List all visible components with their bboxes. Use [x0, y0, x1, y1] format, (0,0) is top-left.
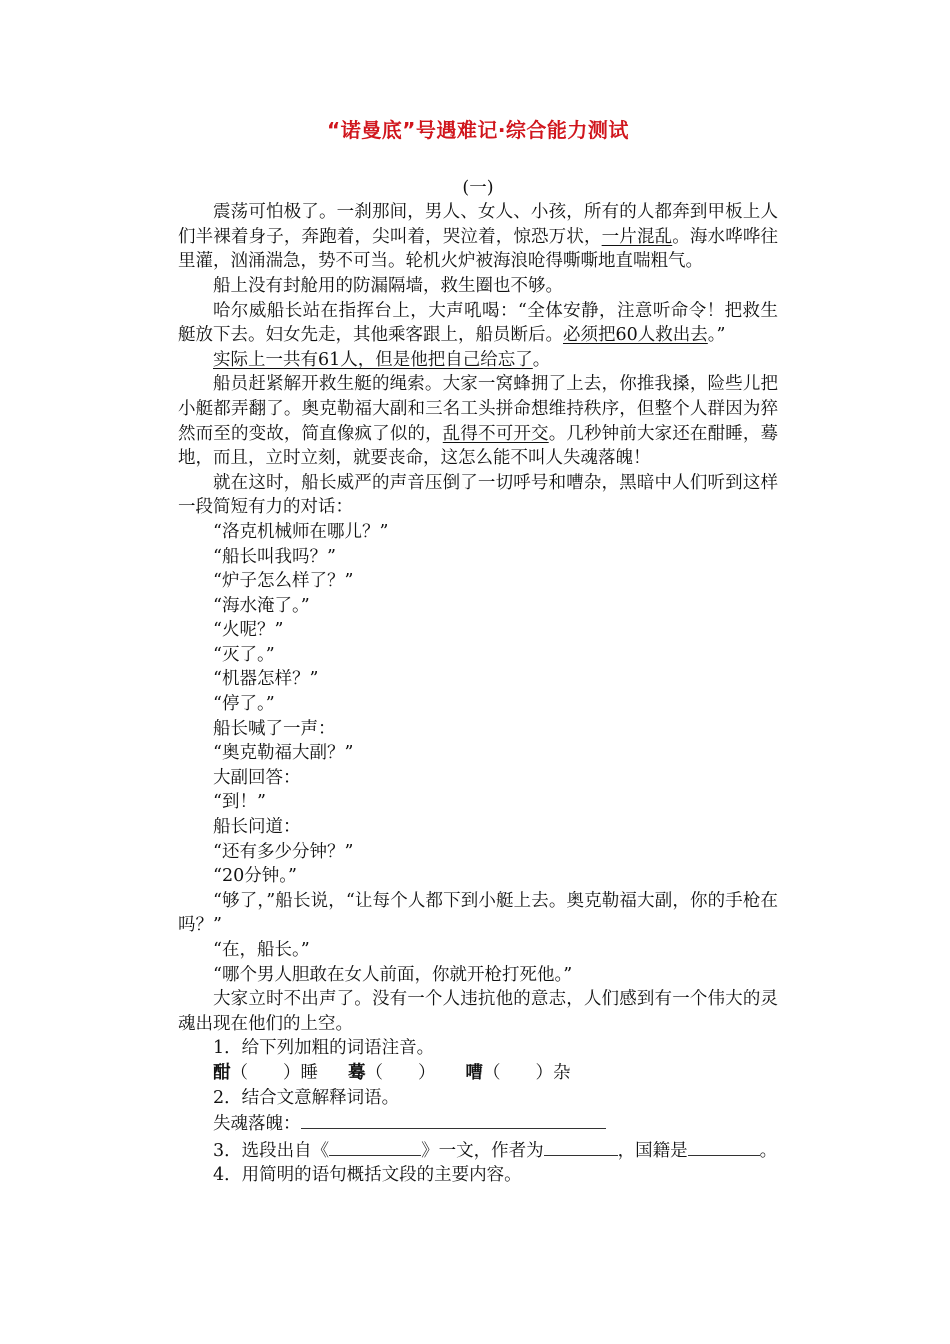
- underlined-sentence: 实际上一共有61人，但是他把自己给忘了: [213, 349, 533, 370]
- dialog-line: “20分钟。”: [213, 866, 297, 887]
- dialog-line: 大副回答：: [213, 767, 301, 788]
- underlined-phrase: 一片混乱: [601, 226, 673, 247]
- section-heading: (一): [462, 177, 494, 198]
- text: 震荡可怕极了。一刹那间，男人、女人、小孩，所有的人都奔到甲板上人们半裸着身子，奔跑着，尖叫着，哭泣着，惊恐万状，: [178, 202, 778, 247]
- text: 哈尔威船长站在指挥台上，大声吼喝：“全体安静，注意听命令！把救生艇放下去。妇女先走，其他乘客跟上，船员断后。: [178, 300, 778, 346]
- text: 。: [759, 1140, 778, 1161]
- text: 3．选段出自《: [213, 1140, 330, 1161]
- answer-blank[interactable]: [301, 1110, 606, 1129]
- dialog-line: “洛克机械师在哪儿？”: [213, 521, 389, 542]
- question-3: [178, 1137, 778, 1164]
- question-2: 2．结合文意解释词语。: [213, 1087, 400, 1108]
- pinyin-blank-1[interactable]: （ ）: [230, 1062, 301, 1083]
- dialog-line: “船长叫我吗？”: [213, 546, 336, 567]
- paragraph-1: [178, 200, 778, 274]
- pinyin-blank-2[interactable]: （ ）: [365, 1062, 436, 1083]
- paragraph-3: [178, 299, 778, 348]
- text: 。”: [707, 325, 726, 346]
- term-label: 失魂落魄：: [213, 1114, 301, 1135]
- dialog-line: “到！”: [213, 792, 266, 813]
- question-1-items: [178, 1061, 778, 1086]
- dialog-line: “海水淹了。”: [213, 595, 310, 616]
- dialog-line: “灭了。”: [213, 644, 275, 665]
- dialog-line: 船长问道：: [213, 817, 301, 838]
- pinyin-blank-3[interactable]: （ ）: [483, 1062, 553, 1083]
- word-rest-1: 睡: [300, 1062, 318, 1083]
- paragraph-7: “够了，”船长说，“让每个人都下到小艇上去。奥克勒福大副，你的手枪在吗？”: [178, 890, 778, 936]
- nationality-blank[interactable]: [688, 1137, 760, 1156]
- text: 。海水哗哗往里灌，汹涌湍急，势不可当。轮机火炉被海浪呛得嘶嘶地直喘粗气。: [178, 226, 779, 272]
- dialog-line: 船长喊了一声：: [213, 718, 336, 739]
- document-page: [178, 118, 778, 1188]
- text: ，国籍是: [617, 1140, 688, 1161]
- underlined-phrase: 必须把60人救出去: [563, 325, 708, 346]
- paragraph-9: “哪个男人胆敢在女人前面，你就开枪打死他。”: [213, 964, 573, 985]
- question-4: 4．用简明的语句概括文段的主要内容。: [213, 1165, 522, 1186]
- bold-word-2: 蓦: [348, 1062, 366, 1083]
- dialog-line: “奥克勒福大副？”: [213, 743, 354, 764]
- dialog-line: “炉子怎么样了？”: [213, 571, 354, 592]
- question-2-answer-line: [178, 1110, 778, 1137]
- question-1: 1．给下列加粗的词语注音。: [213, 1038, 435, 1059]
- paragraph-5: [178, 372, 778, 470]
- paragraph-8: “在，船长。”: [213, 940, 310, 960]
- text: 》一文，作者为: [421, 1140, 544, 1161]
- page-title: “诺曼底”号遇难记·综合能力测试: [327, 118, 629, 142]
- paragraph-10: 大家立时不出声了。没有一个人违抗他的意志，人们感到有一个伟大的灵魂出现在他们的上空。: [178, 989, 778, 1034]
- author-blank[interactable]: [544, 1137, 618, 1156]
- paragraph-6: 就在这时，船长威严的声音压倒了一切呼号和嘈杂，黑暗中人们听到这样一段简短有力的对话：: [178, 472, 778, 518]
- paragraph-4: [178, 348, 778, 373]
- bold-word-3: 嘈: [465, 1062, 483, 1083]
- bold-word-1: 酣: [213, 1062, 231, 1083]
- paragraph-2: 船上没有封舱用的防漏隔墙，救生圈也不够。: [213, 275, 563, 296]
- word-rest-3: 杂: [553, 1062, 571, 1083]
- dialog-line: “机器怎样？”: [213, 669, 319, 690]
- underlined-phrase: 乱得不可开交: [442, 423, 549, 444]
- dialog-line: “还有多少分钟？”: [213, 841, 354, 862]
- text: 船员赶紧解开救生艇的绳索。大家一窝蜂拥了上去，你推我搡，险些儿把小艇都弄翻了。奥克勒福大副和三名工头拼命想维持秩序，但整个人群因为猝然而至的变故，简直像疯了似的，: [178, 374, 778, 444]
- dialog-line: “火呢？”: [213, 620, 284, 641]
- title-blank[interactable]: [329, 1137, 421, 1156]
- text: 。几秒钟前大家还在酣睡，蓦地，而且，立时立刻，就要丧命，这怎么能不叫人失魂落魄！: [178, 423, 779, 469]
- dialog-line: “停了。”: [213, 694, 275, 715]
- text: 。: [532, 349, 551, 370]
